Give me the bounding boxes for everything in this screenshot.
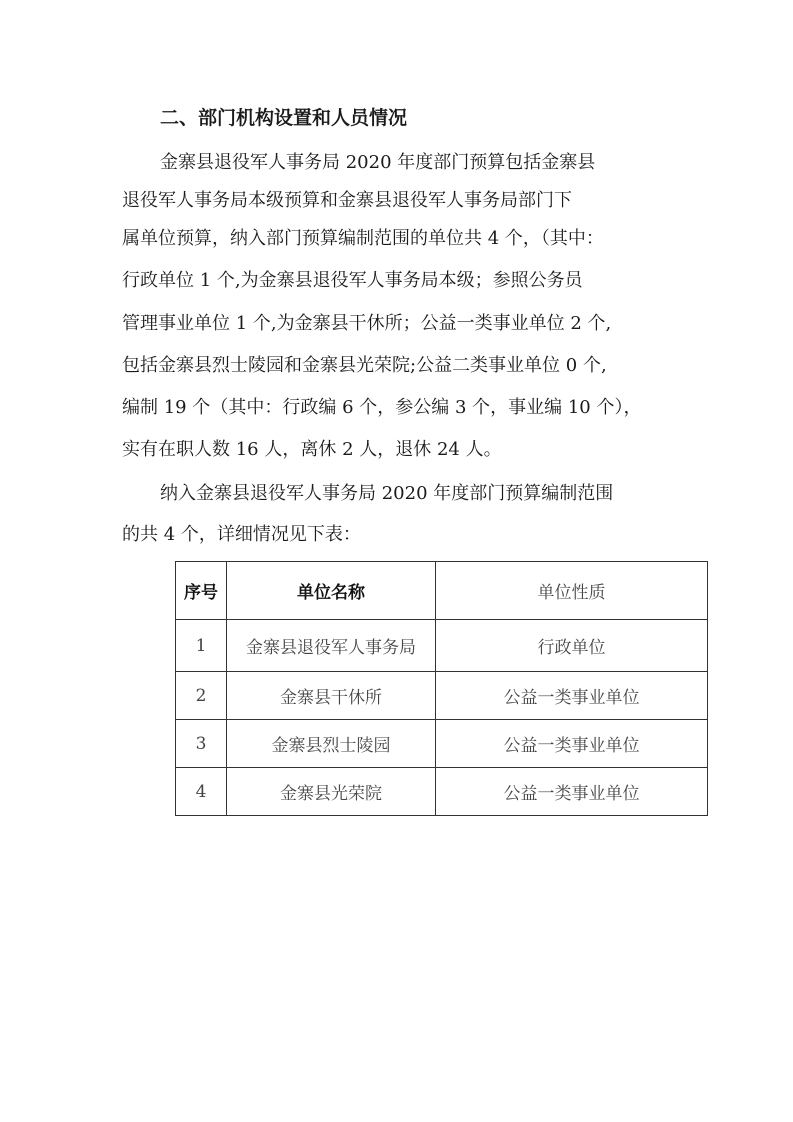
paragraph-line: 行政单位 1 个,为金寨县退役军人事务局本级；参照公务员 (122, 270, 583, 291)
column-header-index: 序号 (176, 562, 227, 620)
cell-index: 1 (176, 620, 227, 672)
cell-unit-name: 金寨县光荣院 (227, 768, 436, 816)
column-header-unit-type: 单位性质 (436, 562, 708, 620)
section-heading: 二、部门机构设置和人员情况 (160, 107, 408, 129)
units-table (175, 561, 708, 816)
cell-unit-type: 行政单位 (436, 620, 708, 672)
paragraph-line: 管理事业单位 1 个,为金寨县干休所；公益一类事业单位 2 个, (122, 313, 612, 334)
cell-unit-name: 金寨县退役军人事务局 (227, 620, 436, 672)
table-row (176, 768, 708, 816)
cell-unit-type: 公益一类事业单位 (436, 672, 708, 720)
paragraph-line: 编制 19 个（其中：行政编 6 个，参公编 3 个，事业编 10 个）， (122, 397, 642, 418)
paragraph-line: 实有在职人数 16 人，离休 2 人，退休 24 人。 (122, 439, 502, 460)
table-header-row (176, 562, 708, 620)
cell-index: 2 (176, 672, 227, 720)
cell-index: 4 (176, 768, 227, 816)
paragraph-line: 纳入金寨县退役军人事务局 2020 年度部门预算编制范围 (160, 483, 614, 504)
table-row (176, 720, 708, 768)
paragraph-line: 包括金寨县烈士陵园和金寨县光荣院;公益二类事业单位 0 个, (122, 355, 607, 376)
column-header-unit-name: 单位名称 (227, 562, 436, 620)
table-row (176, 672, 708, 720)
cell-unit-type: 公益一类事业单位 (436, 768, 708, 816)
paragraph-line: 金寨县退役军人事务局 2020 年度部门预算包括金寨县 (160, 152, 596, 173)
paragraph-line: 的共 4 个，详细情况见下表： (122, 524, 361, 545)
cell-unit-name: 金寨县干休所 (227, 672, 436, 720)
cell-index: 3 (176, 720, 227, 768)
table-row (176, 620, 708, 672)
cell-unit-type: 公益一类事业单位 (436, 720, 708, 768)
paragraph-line: 退役军人事务局本级预算和金寨县退役军人事务局部门下 (122, 190, 572, 211)
cell-unit-name: 金寨县烈士陵园 (227, 720, 436, 768)
paragraph-line: 属单位预算，纳入部门预算编制范围的单位共 4 个，（其中： (122, 228, 604, 249)
